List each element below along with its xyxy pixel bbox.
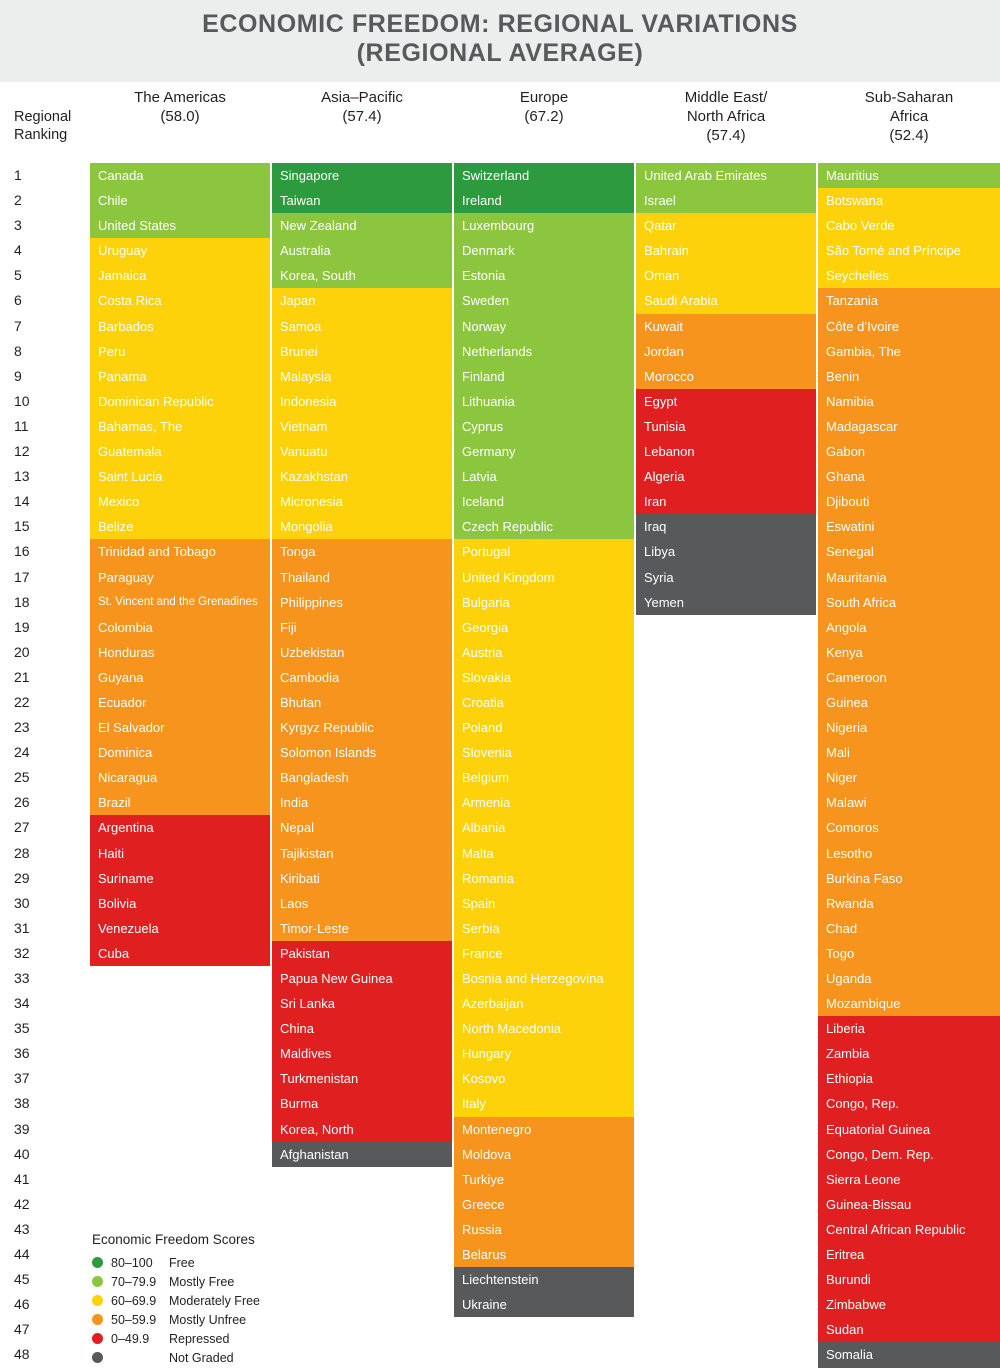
country-cell: Micronesia	[272, 489, 452, 514]
legend-item	[92, 1311, 260, 1330]
country-cell: Poland	[454, 715, 634, 740]
country-cell: Portugal	[454, 539, 634, 564]
country-cell: Czech Republic	[454, 514, 634, 539]
country-cell: Haiti	[90, 841, 270, 866]
column-header-3	[454, 88, 634, 126]
country-cell: Bhutan	[272, 690, 452, 715]
rank-number: 13	[14, 468, 30, 485]
country-cell: Brazil	[90, 790, 270, 815]
country-cell: Fiji	[272, 615, 452, 640]
rank-number: 26	[14, 794, 30, 811]
rank-header-line-1: Regional	[14, 109, 72, 125]
country-cell: Lesotho	[818, 841, 1000, 866]
column-header-5	[818, 88, 1000, 145]
legend-range: 50–59.9	[111, 1313, 157, 1327]
country-cell: Thailand	[272, 565, 452, 590]
legend-range: 60–69.9	[111, 1294, 157, 1308]
country-cell: El Salvador	[90, 715, 270, 740]
country-cell: Bahrain	[636, 238, 816, 263]
country-cell: Norway	[454, 314, 634, 339]
country-cell: Laos	[272, 891, 452, 916]
country-cell: Ireland	[454, 188, 634, 213]
country-cell: São Tomé and Príncipe	[818, 238, 1000, 263]
country-cell: Iceland	[454, 489, 634, 514]
country-cell: Kyrgyz Republic	[272, 715, 452, 740]
country-cell: Germany	[454, 439, 634, 464]
country-cell: Tanzania	[818, 288, 1000, 313]
rank-number: 45	[14, 1271, 30, 1288]
legend	[92, 1232, 260, 1368]
country-cell: Kosovo	[454, 1066, 634, 1091]
country-cell: Mauritius	[818, 163, 1000, 188]
country-cell: Romania	[454, 866, 634, 891]
country-cell: Zimbabwe	[818, 1292, 1000, 1317]
rank-number: 1	[14, 167, 22, 183]
country-cell: Uzbekistan	[272, 640, 452, 665]
country-cell: Taiwan	[272, 188, 452, 213]
country-cell: Venezuela	[90, 916, 270, 941]
country-cell: Bulgaria	[454, 590, 634, 615]
country-cell: Namibia	[818, 389, 1000, 414]
country-cell: Malaysia	[272, 364, 452, 389]
country-cell: Timor-Leste	[272, 916, 452, 941]
country-cell: Yemen	[636, 590, 816, 615]
country-cell: Israel	[636, 188, 816, 213]
country-cell: Seychelles	[818, 263, 1000, 288]
legend-label: Mostly Unfree	[169, 1313, 247, 1327]
country-cell: Eswatini	[818, 514, 1000, 539]
country-cell: Canada	[90, 163, 270, 188]
country-cell: Rwanda	[818, 891, 1000, 916]
rank-number: 4	[14, 242, 22, 259]
country-cell: North Macedonia	[454, 1016, 634, 1041]
column-header-average: (67.2)	[524, 108, 564, 125]
country-cell: Kuwait	[636, 314, 816, 339]
country-cell: Greece	[454, 1192, 634, 1217]
country-cell: Korea, South	[272, 263, 452, 288]
country-cell: Mongolia	[272, 514, 452, 539]
legend-item	[92, 1254, 260, 1273]
country-cell: Egypt	[636, 389, 816, 414]
country-cell: Estonia	[454, 263, 634, 288]
rank-number: 38	[14, 1095, 30, 1112]
rank-number: 39	[14, 1120, 30, 1137]
rank-number: 21	[14, 668, 30, 685]
country-cell: Chile	[90, 188, 270, 213]
country-cell: Armenia	[454, 790, 634, 815]
country-cell: Mali	[818, 740, 1000, 765]
rank-number: 16	[14, 543, 30, 560]
rank-number: 27	[14, 819, 30, 836]
country-cell: Ethiopia	[818, 1066, 1000, 1091]
country-cell: Maldives	[272, 1041, 452, 1066]
column-header-name: Middle East/	[684, 89, 768, 106]
legend-item	[92, 1273, 260, 1292]
country-cell: France	[454, 941, 634, 966]
rank-number: 15	[14, 518, 30, 535]
rank-number: 41	[14, 1170, 30, 1187]
country-cell: Azerbaijan	[454, 991, 634, 1016]
legend-label: Repressed	[169, 1332, 230, 1346]
country-cell: Afghanistan	[272, 1142, 452, 1167]
country-cell: Niger	[818, 765, 1000, 790]
legend-color-dot	[92, 1352, 103, 1363]
country-cell: Hungary	[454, 1041, 634, 1066]
country-cell: Libya	[636, 539, 816, 564]
rank-number: 18	[14, 593, 30, 610]
rank-number: 2	[14, 192, 22, 209]
country-cell: Montenegro	[454, 1117, 634, 1142]
country-cell: Cambodia	[272, 665, 452, 690]
legend-color-dot	[92, 1276, 103, 1287]
country-cell: Zambia	[818, 1041, 1000, 1066]
country-cell: Tunisia	[636, 414, 816, 439]
country-cell: Iran	[636, 489, 816, 514]
country-cell: Belgium	[454, 765, 634, 790]
rank-number: 5	[14, 267, 22, 284]
country-cell: China	[272, 1016, 452, 1041]
country-cell: Nigeria	[818, 715, 1000, 740]
country-cell: United Kingdom	[454, 565, 634, 590]
column-header-1	[90, 88, 270, 126]
country-cell: Dominica	[90, 740, 270, 765]
legend-item	[92, 1349, 260, 1368]
country-cell: Ecuador	[90, 690, 270, 715]
country-cell: Jamaica	[90, 263, 270, 288]
country-cell: Slovakia	[454, 665, 634, 690]
country-cell: Malta	[454, 841, 634, 866]
country-cell: Tonga	[272, 539, 452, 564]
country-cell: Bosnia and Herzegovina	[454, 966, 634, 991]
legend-label: Moderately Free	[169, 1294, 261, 1308]
country-cell: Botswana	[818, 188, 1000, 213]
title-line-2: (REGIONAL AVERAGE)	[356, 39, 644, 67]
country-cell: Moldova	[454, 1142, 634, 1167]
country-cell: Pakistan	[272, 941, 452, 966]
country-cell: Finland	[454, 364, 634, 389]
country-cell: Burkina Faso	[818, 866, 1000, 891]
country-cell: Paraguay	[90, 565, 270, 590]
country-cell: Central African Republic	[818, 1217, 1000, 1242]
rank-number: 37	[14, 1070, 30, 1087]
legend-range: 80–100	[111, 1256, 153, 1270]
region-column-2	[272, 163, 452, 1167]
country-cell: Vietnam	[272, 414, 452, 439]
country-cell: Japan	[272, 288, 452, 313]
country-cell: Angola	[818, 615, 1000, 640]
rank-number: 33	[14, 970, 30, 986]
rank-number: 44	[14, 1246, 30, 1263]
column-header-average: (57.4)	[706, 127, 746, 144]
country-cell: Mexico	[90, 489, 270, 514]
country-cell: Uruguay	[90, 238, 270, 263]
rank-number: 25	[14, 769, 30, 786]
rank-number: 40	[14, 1145, 30, 1162]
country-cell: Bangladesh	[272, 765, 452, 790]
country-cell: Dominican Republic	[90, 389, 270, 414]
rank-number: 3	[14, 217, 22, 234]
country-cell: Belarus	[454, 1242, 634, 1267]
country-cell: Vanuatu	[272, 439, 452, 464]
country-cell: Burundi	[818, 1267, 1000, 1292]
country-cell: Peru	[90, 339, 270, 364]
country-cell: Honduras	[90, 640, 270, 665]
rank-header-line-2: Ranking	[14, 127, 68, 143]
rank-number: 29	[14, 869, 30, 886]
rank-number: 43	[14, 1220, 30, 1237]
country-cell: Equatorial Guinea	[818, 1117, 1000, 1142]
country-cell: Comoros	[818, 815, 1000, 840]
rank-number: 6	[14, 292, 22, 309]
country-cell: St. Vincent and the Grenadines	[90, 590, 270, 615]
country-cell: Guinea-Bissau	[818, 1192, 1000, 1217]
country-cell: Benin	[818, 364, 1000, 389]
column-header-name-2: Africa	[889, 108, 929, 125]
country-cell: Cuba	[90, 941, 270, 966]
rank-number: 24	[14, 744, 30, 761]
country-cell: Syria	[636, 565, 816, 590]
rank-number: 20	[14, 643, 30, 660]
country-cell: New Zealand	[272, 213, 452, 238]
region-column-1	[90, 163, 270, 966]
country-cell: Turkmenistan	[272, 1066, 452, 1091]
country-cell: Philippines	[272, 590, 452, 615]
country-cell: Sweden	[454, 288, 634, 313]
country-cell: Suriname	[90, 866, 270, 891]
country-cell: Kenya	[818, 640, 1000, 665]
country-cell: Italy	[454, 1091, 634, 1116]
country-cell: Chad	[818, 916, 1000, 941]
column-header-average: (52.4)	[889, 127, 929, 144]
legend-color-dot	[92, 1257, 103, 1268]
rank-number: 34	[14, 995, 30, 1012]
region-column-4	[636, 163, 816, 615]
column-header-name: The Americas	[134, 89, 226, 106]
country-cell: Serbia	[454, 916, 634, 941]
country-cell: Eritrea	[818, 1242, 1000, 1267]
column-header-average: (57.4)	[342, 108, 382, 125]
column-header-average: (58.0)	[160, 108, 200, 125]
country-cell: Bolivia	[90, 891, 270, 916]
country-cell: Oman	[636, 263, 816, 288]
rank-column-header	[14, 108, 71, 144]
country-cell: India	[272, 790, 452, 815]
country-cell: Qatar	[636, 213, 816, 238]
country-cell: Barbados	[90, 314, 270, 339]
country-cell: Colombia	[90, 615, 270, 640]
country-cell: Korea, North	[272, 1117, 452, 1142]
country-cell: Samoa	[272, 314, 452, 339]
country-cell: Uganda	[818, 966, 1000, 991]
legend-label: Not Graded	[169, 1351, 234, 1365]
rank-number: 10	[14, 392, 30, 409]
country-cell: Sudan	[818, 1317, 1000, 1342]
country-cell: Iraq	[636, 514, 816, 539]
country-cell: Papua New Guinea	[272, 966, 452, 991]
country-cell: Nicaragua	[90, 765, 270, 790]
country-cell: Madagascar	[818, 414, 1000, 439]
column-header-2	[272, 88, 452, 126]
country-cell: Luxembourg	[454, 213, 634, 238]
legend-range: 0–49.9	[111, 1332, 150, 1346]
country-cell: Denmark	[454, 238, 634, 263]
country-cell: Costa Rica	[90, 288, 270, 313]
legend-color-dot	[92, 1314, 103, 1325]
country-cell: United States	[90, 213, 270, 238]
column-header-name: Europe	[519, 89, 569, 106]
country-cell: Djibouti	[818, 489, 1000, 514]
legend-color-dot	[92, 1295, 103, 1306]
rank-number: 46	[14, 1296, 30, 1313]
country-cell: Liechtenstein	[454, 1267, 634, 1292]
rank-number: 32	[14, 944, 30, 961]
country-cell: Trinidad and Tobago	[90, 539, 270, 564]
country-cell: Spain	[454, 891, 634, 916]
country-cell: Ukraine	[454, 1292, 634, 1317]
rank-number: 17	[14, 568, 30, 585]
rank-number: 47	[14, 1321, 30, 1338]
country-cell: Algeria	[636, 464, 816, 489]
column-header-name: Asia–Pacific	[321, 89, 403, 106]
country-cell: Cyprus	[454, 414, 634, 439]
country-cell: Bahamas, The	[90, 414, 270, 439]
country-cell: Georgia	[454, 615, 634, 640]
country-cell: Argentina	[90, 815, 270, 840]
rank-number: 9	[14, 367, 22, 384]
legend-item	[92, 1330, 260, 1349]
country-cell: Liberia	[818, 1016, 1000, 1041]
country-cell: Somalia	[818, 1342, 1000, 1367]
rank-number: 14	[14, 493, 30, 510]
rank-number: 19	[14, 618, 30, 635]
country-cell: Croatia	[454, 690, 634, 715]
country-cell: Kiribati	[272, 866, 452, 891]
country-cell: Cameroon	[818, 665, 1000, 690]
rank-number: 22	[14, 693, 30, 710]
country-cell: Albania	[454, 815, 634, 840]
country-cell: Sri Lanka	[272, 991, 452, 1016]
legend-range: 70–79.9	[111, 1275, 157, 1289]
country-cell: Jordan	[636, 339, 816, 364]
column-header-4	[636, 88, 816, 145]
rank-number: 31	[14, 919, 30, 936]
rank-number: 48	[14, 1346, 30, 1363]
page-title	[0, 10, 1000, 68]
country-cell: Netherlands	[454, 339, 634, 364]
country-cell: Côte d’Ivoire	[818, 314, 1000, 339]
country-cell: Morocco	[636, 364, 816, 389]
country-cell: Tajikistan	[272, 841, 452, 866]
rank-number: 35	[14, 1020, 30, 1037]
country-cell: Australia	[272, 238, 452, 263]
rank-number: 12	[14, 443, 30, 460]
legend-item	[92, 1292, 260, 1311]
region-column-5	[818, 163, 1000, 1368]
rank-number: 7	[14, 317, 22, 334]
title-line-1: ECONOMIC FREEDOM: REGIONAL VARIATIONS	[202, 10, 798, 38]
country-cell: Slovenia	[454, 740, 634, 765]
country-cell: Panama	[90, 364, 270, 389]
country-cell: Senegal	[818, 539, 1000, 564]
country-cell: Nepal	[272, 815, 452, 840]
country-cell: Russia	[454, 1217, 634, 1242]
column-header-name: Sub-Saharan	[864, 89, 954, 106]
country-cell: Ghana	[818, 464, 1000, 489]
country-cell: Sierra Leone	[818, 1167, 1000, 1192]
legend-title: Economic Freedom Scores	[92, 1232, 255, 1247]
country-cell: Gabon	[818, 439, 1000, 464]
legend-items	[92, 1254, 260, 1368]
country-cell: United Arab Emirates	[636, 163, 816, 188]
country-cell: Guinea	[818, 690, 1000, 715]
rank-number: 23	[14, 719, 30, 736]
region-column-3	[454, 163, 634, 1317]
rank-number: 11	[14, 417, 29, 434]
country-cell: Turkiye	[454, 1167, 634, 1192]
country-cell: Gambia, The	[818, 339, 1000, 364]
rank-number: 8	[14, 342, 22, 359]
country-cell: Guyana	[90, 665, 270, 690]
country-cell: Mozambique	[818, 991, 1000, 1016]
country-cell: Togo	[818, 941, 1000, 966]
rank-number: 36	[14, 1045, 30, 1062]
legend-label: Mostly Free	[169, 1275, 235, 1289]
country-cell: Congo, Rep.	[818, 1091, 1000, 1116]
country-cell: Malawi	[818, 790, 1000, 815]
country-cell: Indonesia	[272, 389, 452, 414]
country-cell: Austria	[454, 640, 634, 665]
country-cell: Burma	[272, 1091, 452, 1116]
country-cell: Singapore	[272, 163, 452, 188]
country-cell: Congo, Dem. Rep.	[818, 1142, 1000, 1167]
legend-label: Free	[169, 1256, 195, 1270]
country-cell: Lebanon	[636, 439, 816, 464]
rank-number: 28	[14, 844, 30, 861]
country-cell: Guatemala	[90, 439, 270, 464]
legend-color-dot	[92, 1333, 103, 1344]
rank-number: 42	[14, 1195, 30, 1212]
country-cell: Belize	[90, 514, 270, 539]
country-cell: Latvia	[454, 464, 634, 489]
country-cell: Switzerland	[454, 163, 634, 188]
country-cell: Cabo Verde	[818, 213, 1000, 238]
country-cell: Brunei	[272, 339, 452, 364]
country-cell: Solomon Islands	[272, 740, 452, 765]
country-cell: Mauritania	[818, 565, 1000, 590]
rank-number: 30	[14, 894, 30, 911]
country-cell: South Africa	[818, 590, 1000, 615]
rank-column	[14, 163, 74, 1368]
country-cell: Lithuania	[454, 389, 634, 414]
column-header-name-2: North Africa	[686, 108, 766, 125]
country-cell: Kazakhstan	[272, 464, 452, 489]
country-cell: Saudi Arabia	[636, 288, 816, 313]
country-cell: Saint Lucia	[90, 464, 270, 489]
